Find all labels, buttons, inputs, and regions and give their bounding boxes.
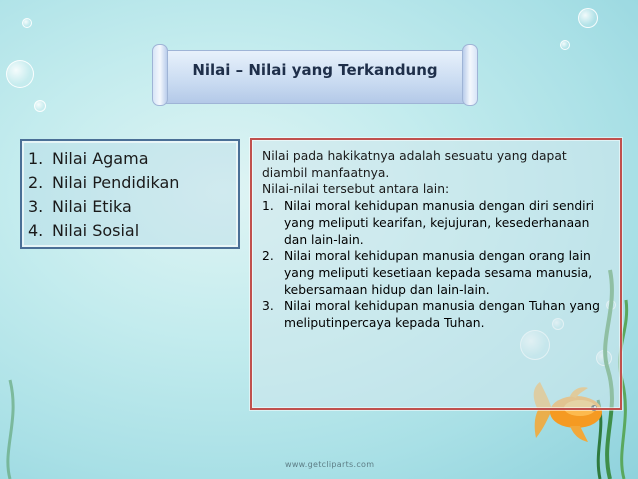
description-item-number: 2. bbox=[262, 249, 274, 264]
list-item bbox=[28, 171, 179, 195]
description-item-text: Nilai moral kehidupan manusia dengan orang lain yang meliputi kesetiaan kepada sesama manusia, kebersamaan hidup dan lain-lain. bbox=[284, 249, 593, 297]
list-item-number: 1. bbox=[28, 149, 44, 168]
list-item-label: Nilai Etika bbox=[52, 197, 132, 216]
watermark-text: www.getcliparts.com bbox=[285, 460, 375, 469]
values-list bbox=[28, 147, 179, 243]
description-item bbox=[262, 198, 614, 248]
list-item-number: 4. bbox=[28, 221, 44, 240]
list-item-number: 3. bbox=[28, 197, 44, 216]
description-intro: Nilai pada hakikatnya adalah sesuatu yang dapat diambil manfaatnya. bbox=[262, 149, 567, 180]
bubble-decoration bbox=[34, 100, 46, 112]
list-item-label: Nilai Agama bbox=[52, 149, 149, 168]
description-content bbox=[262, 148, 614, 332]
list-item bbox=[28, 147, 179, 171]
list-item bbox=[28, 195, 179, 219]
scroll-roll-right bbox=[462, 44, 478, 106]
description-item bbox=[262, 248, 614, 298]
bubble-decoration bbox=[6, 60, 34, 88]
bubble-decoration bbox=[560, 40, 570, 50]
values-list-box bbox=[20, 139, 240, 249]
description-item-number: 1. bbox=[262, 199, 274, 214]
bubble-decoration bbox=[22, 18, 32, 28]
list-item-label: Nilai Sosial bbox=[52, 221, 140, 240]
title-scroll bbox=[152, 44, 478, 104]
list-item bbox=[28, 219, 179, 243]
scroll-roll-left bbox=[152, 44, 168, 106]
slide-title: Nilai – Nilai yang Terkandung bbox=[192, 61, 438, 79]
description-lead: Nilai-nilai tersebut antara lain: bbox=[262, 182, 450, 197]
list-item-label: Nilai Pendidikan bbox=[52, 173, 180, 192]
seaweed-decoration bbox=[0, 330, 30, 479]
list-item-number: 2. bbox=[28, 173, 44, 192]
description-item-number: 3. bbox=[262, 299, 274, 314]
description-item-text: Nilai moral kehidupan manusia dengan Tuhan yang meliputinpercaya kepada Tuhan. bbox=[284, 299, 600, 331]
bubble-decoration bbox=[578, 8, 598, 28]
description-item bbox=[262, 298, 614, 331]
description-box bbox=[250, 138, 622, 410]
description-item-text: Nilai moral kehidupan manusia dengan diri sendiri yang meliputi kearifan, kejujuran, kesederhanaan dan lain-lain. bbox=[284, 199, 595, 247]
